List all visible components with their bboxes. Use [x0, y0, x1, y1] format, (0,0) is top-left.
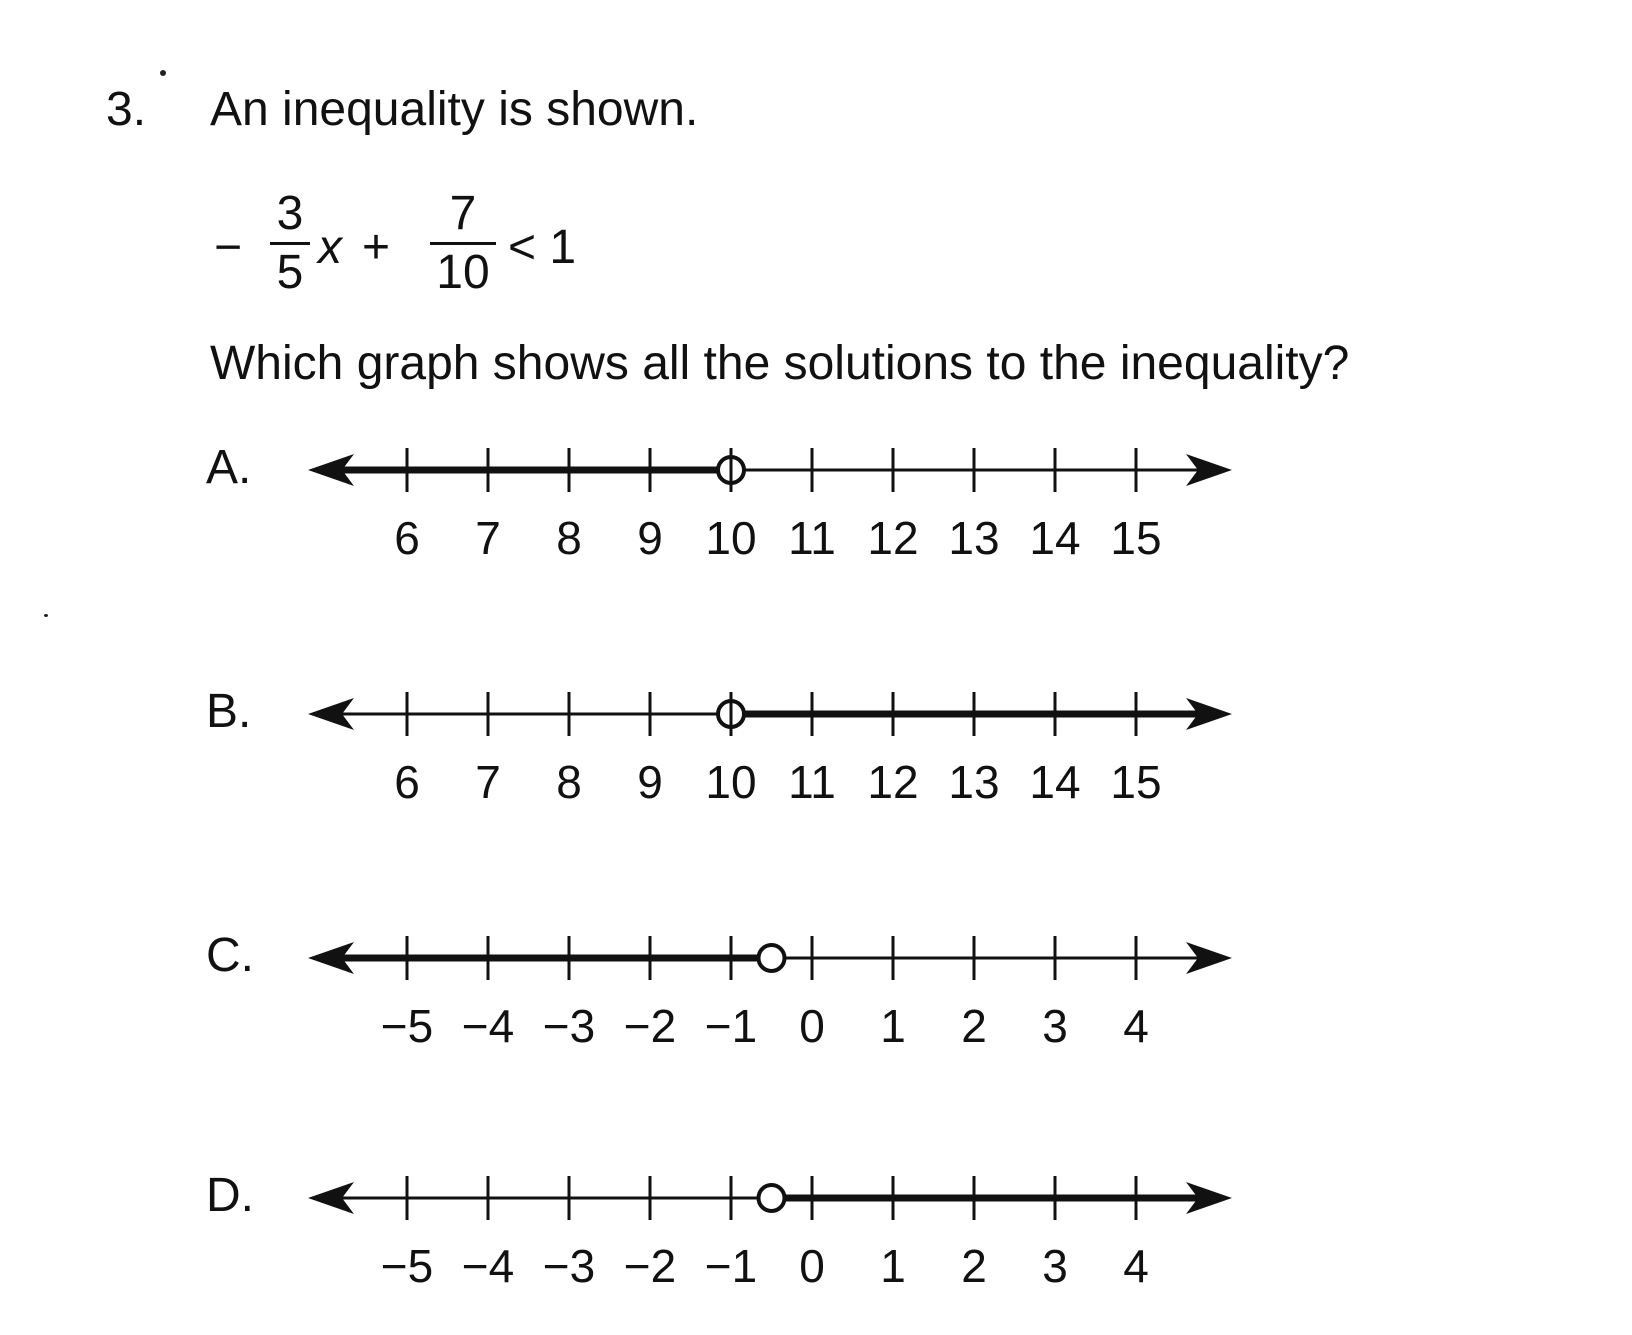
tick-label: 12	[867, 512, 919, 564]
tick-label: 10	[705, 512, 757, 564]
tick-label: 6	[394, 756, 420, 808]
tick-label: 6	[394, 512, 420, 564]
question-number: 3.	[106, 83, 147, 136]
tick-label: 11	[788, 756, 836, 808]
tick-label: 3	[1042, 1240, 1068, 1292]
question-stem: An inequality is shown.	[210, 83, 699, 136]
choice-b-letter[interactable]: B.	[206, 685, 252, 738]
question-prompt: Which graph shows all the solutions to the inequality?	[210, 337, 1350, 390]
tick-label: 13	[948, 756, 1000, 808]
number-line-d[interactable]	[0, 1138, 1632, 1292]
tick-label: 2	[961, 1240, 987, 1292]
tick-label: −1	[704, 1240, 758, 1292]
coefficient-numerator: 3	[276, 187, 304, 240]
tick-label: 7	[475, 756, 501, 808]
fraction-bar	[270, 242, 310, 245]
relation-less-than-one: < 1	[508, 221, 577, 274]
tick-label: 0	[799, 1000, 825, 1052]
tick-label: 1	[880, 1240, 906, 1292]
tick-label: 9	[637, 756, 663, 808]
fraction-bar	[430, 242, 496, 245]
tick-label: 0	[799, 1240, 825, 1292]
tick-label: −2	[623, 1000, 677, 1052]
tick-label: 10	[705, 756, 757, 808]
plus-operator: +	[362, 221, 391, 274]
leading-minus: −	[214, 221, 243, 274]
tick-label: 1	[880, 1000, 906, 1052]
tick-label: 9	[637, 512, 663, 564]
tick-label: 8	[556, 756, 582, 808]
open-circle-icon	[759, 1185, 785, 1211]
constant-fraction	[430, 187, 496, 299]
variable-x: x	[318, 221, 342, 274]
number-line-a[interactable]	[0, 410, 1632, 564]
tick-label: −4	[461, 1000, 515, 1052]
open-circle-icon	[759, 945, 785, 971]
tick-label: 15	[1110, 512, 1162, 564]
tick-label: 3	[1042, 1000, 1068, 1052]
choice-c-letter[interactable]: C.	[206, 929, 254, 982]
tick-label: 7	[475, 512, 501, 564]
number-line-b[interactable]	[0, 654, 1632, 808]
number-line-c[interactable]	[0, 898, 1632, 1052]
tick-label: −4	[461, 1240, 515, 1292]
tick-label: 12	[867, 756, 919, 808]
choice-d-letter[interactable]: D.	[206, 1169, 254, 1222]
constant-denominator: 10	[436, 246, 490, 299]
tick-label: 13	[948, 512, 1000, 564]
tick-label: 8	[556, 512, 582, 564]
coefficient-denominator: 5	[276, 246, 304, 299]
scan-speck	[44, 614, 48, 617]
choice-a-letter[interactable]: A.	[206, 441, 252, 494]
tick-label: −3	[542, 1240, 596, 1292]
inequality-expression	[210, 187, 670, 310]
tick-label: 14	[1029, 512, 1081, 564]
tick-label: 4	[1123, 1240, 1149, 1292]
tick-label: 15	[1110, 756, 1162, 808]
tick-label: −3	[542, 1000, 596, 1052]
tick-label: 14	[1029, 756, 1081, 808]
tick-label: −1	[704, 1000, 758, 1052]
coefficient-fraction	[270, 187, 310, 299]
tick-label: 11	[788, 512, 836, 564]
tick-label: 4	[1123, 1000, 1149, 1052]
constant-numerator: 7	[449, 187, 477, 240]
scan-speck	[160, 70, 166, 76]
tick-label: −5	[380, 1240, 434, 1292]
tick-label: −5	[380, 1000, 434, 1052]
tick-label: 2	[961, 1000, 987, 1052]
tick-label: −2	[623, 1240, 677, 1292]
